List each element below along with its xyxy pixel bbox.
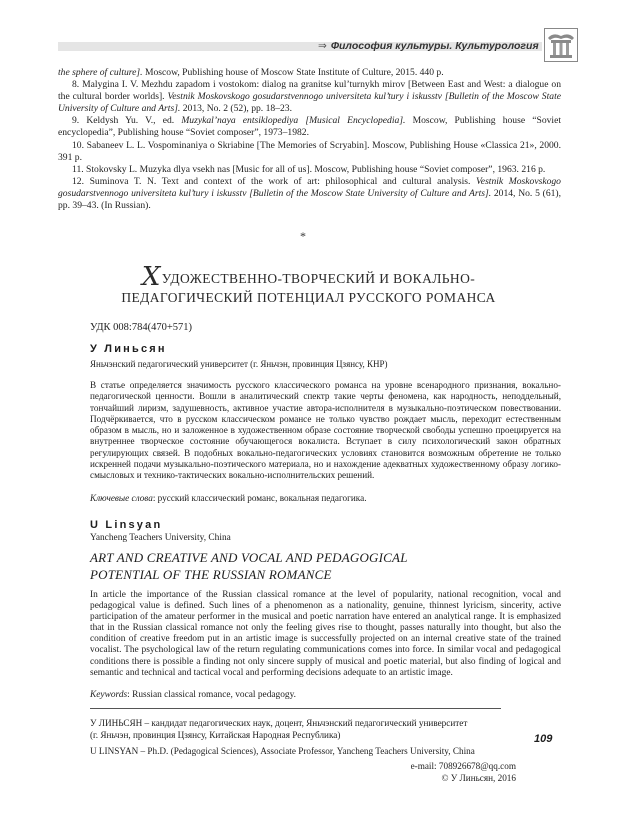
section-separator: *	[300, 229, 306, 243]
reference-11: 11. Stokovsky L. Muzyka dlya vsekh nas [Music for all of us]. Moscow, Publishing house “Soviet composer”, 1963. 216 p.	[72, 163, 546, 175]
title-initial-letter: Х	[141, 262, 161, 292]
title-en-line-1: ART AND CREATIVE AND VOCAL AND PEDAGOGICAL	[90, 550, 408, 565]
affiliation-ru: Яньчэнский педагогический университет (г. Яньчэн, провинция Цзянсу, КНР)	[90, 359, 388, 369]
author-info-ru-line-2: (г. Яньчэн, провинция Цзянсу, Китайская Народная Республика)	[90, 730, 341, 740]
udk-code: УДК 008:784(470+571)	[90, 322, 192, 333]
author-name-en: U Linsyan	[90, 519, 163, 531]
reference-list	[58, 67, 561, 212]
section-title-text: Философия культуры. Культурология	[330, 40, 539, 52]
reference-10: 10. Sabaneev L. L. Vospominaniya o Skriabine [The Memories of Scryabin]. Moscow, Publishing House «Classica 21», 2000. 391 p.	[58, 139, 561, 163]
affiliation-en: Yancheng Teachers University, China	[90, 533, 231, 543]
title-en-line-2: POTENTIAL OF THE RUSSIAN ROMANCE	[90, 567, 332, 582]
arrow-icon: ⇒	[318, 40, 327, 52]
reference-9: 9. Keldysh Yu. V., ed. Muzykal’naya entsiklopediya [Musical Encyclopedia]. Moscow, Publishing house “Soviet encyclopedia”, Publishing house “Soviet composer”, 1973–1982.	[58, 115, 562, 139]
section-title	[318, 40, 539, 52]
abstract-ru: В статье определяется значимость русского классического романса на уровне всенародного признания, вокально-педагогической ценности. Вошли в аналитический спектр такие черты феномена, как народность, неподдельный, тончайший лиризм, задушевность, активное участие автора-исполнителя в музыкально-поэтическом повествовании. Подчёркивается, что в русском классическом романсе не только чувство рождает мысль, переходит естественным образом в мысль, но и заложенное в художественном образе состояние творческой свободы успешно проецируется на внутреннее творческое состояние обучающегося вокалиста. Вступает в силу психологический закон обратных регулирующих связей. В подобных вокально-педагогических условиях становится возможным обретение не только искренней подачи музыкально-поэтического материала, но и нахождение адекватных художественному образу логико-смысловых и технико-тактических вокально-исполнительских решений.	[90, 380, 561, 481]
reference-12: 12. Suminova T. N. Text and context of the work of art: philosophical and cultural analysis. Vestnik Moskovskogo gosudarstvennogo universiteta kul’tury i iskusstv [Bulletin of the Moscow State University of Culture and Arts]. 2014, No. 5 (61), pp. 39–43. (In Russian).	[58, 175, 562, 212]
author-email[interactable]: e-mail: 708926678@qq.com	[410, 761, 516, 771]
article-title-ru	[0, 262, 617, 307]
title-line-1: ХУДОЖЕСТВЕННО-ТВОРЧЕСКИЙ И ВОКАЛЬНО-	[141, 262, 476, 292]
author-info-ru	[90, 717, 520, 741]
reference-8: 8. Malygina I. V. Mezhdu zapadom i vostokom: dialog na granitse kul’turnykh mirov [Between East and West: a dialogue on the cultural border worlds]. Vestnik Moskovskogo gosudarstvennogo universiteta kul’tury i iskusstv [Bulletin of the Moscow State University of Culture and Arts]. 2013, No. 2 (52), pp. 18–23.	[58, 79, 561, 115]
copyright-notice: © У Линьсян, 2016	[441, 773, 516, 783]
column-logo-icon	[544, 28, 578, 62]
reference-continuation: the sphere of culture]. Moscow, Publishing house of Moscow State Institute of Culture, 2015. 440 p.	[58, 67, 444, 78]
keywords-en: Keywords: Russian classical romance, vocal pedagogy.	[90, 690, 297, 700]
title-line-2: ПЕДАГОГИЧЕСКИЙ ПОТЕНЦИАЛ РУССКОГО РОМАНСА	[121, 290, 496, 305]
author-info-en: U LINSYAN – Ph.D. (Pedagogical Sciences), Associate Professor, Yancheng Teachers University, China	[90, 746, 475, 756]
keywords-ru: Ключевые слова: русский классический романс, вокальная педагогика.	[90, 493, 367, 503]
author-info-ru-line-1: У ЛИНЬСЯН – кандидат педагогических наук, доцент, Яньчэнский педагогический университет	[90, 718, 468, 728]
author-name-ru: У Линьсян	[90, 343, 167, 355]
page-number: 109	[534, 733, 553, 745]
footnote-divider	[90, 708, 501, 709]
article-title-en	[90, 549, 550, 583]
abstract-en: In article the importance of the Russian classical romance at the level of popularity, national recognition, vocal and pedagogical value is defined. Such lines of a phenomenon as a nationality, genuine, thinnest lyricism, sincerity, active participation of the amateur performer in the musical and poetic narration have entered an analytical range. It is emphasized that in the Russian classical romance not only the feeling gives rise to thought, passes naturally into thought, but also the condition of creative freedom put in an artistic image is successfully projected on an internal creative state of the trained vocalist. The psychological law of the return regulating communications comes into force. In similar vocal and pedagogical conditions there is possible a finding not only sincere supply of musical and poetic material, but also finding of logical and semantic and technical and tactical vocal and performing decisions adequate to an artistic image.	[90, 590, 561, 678]
